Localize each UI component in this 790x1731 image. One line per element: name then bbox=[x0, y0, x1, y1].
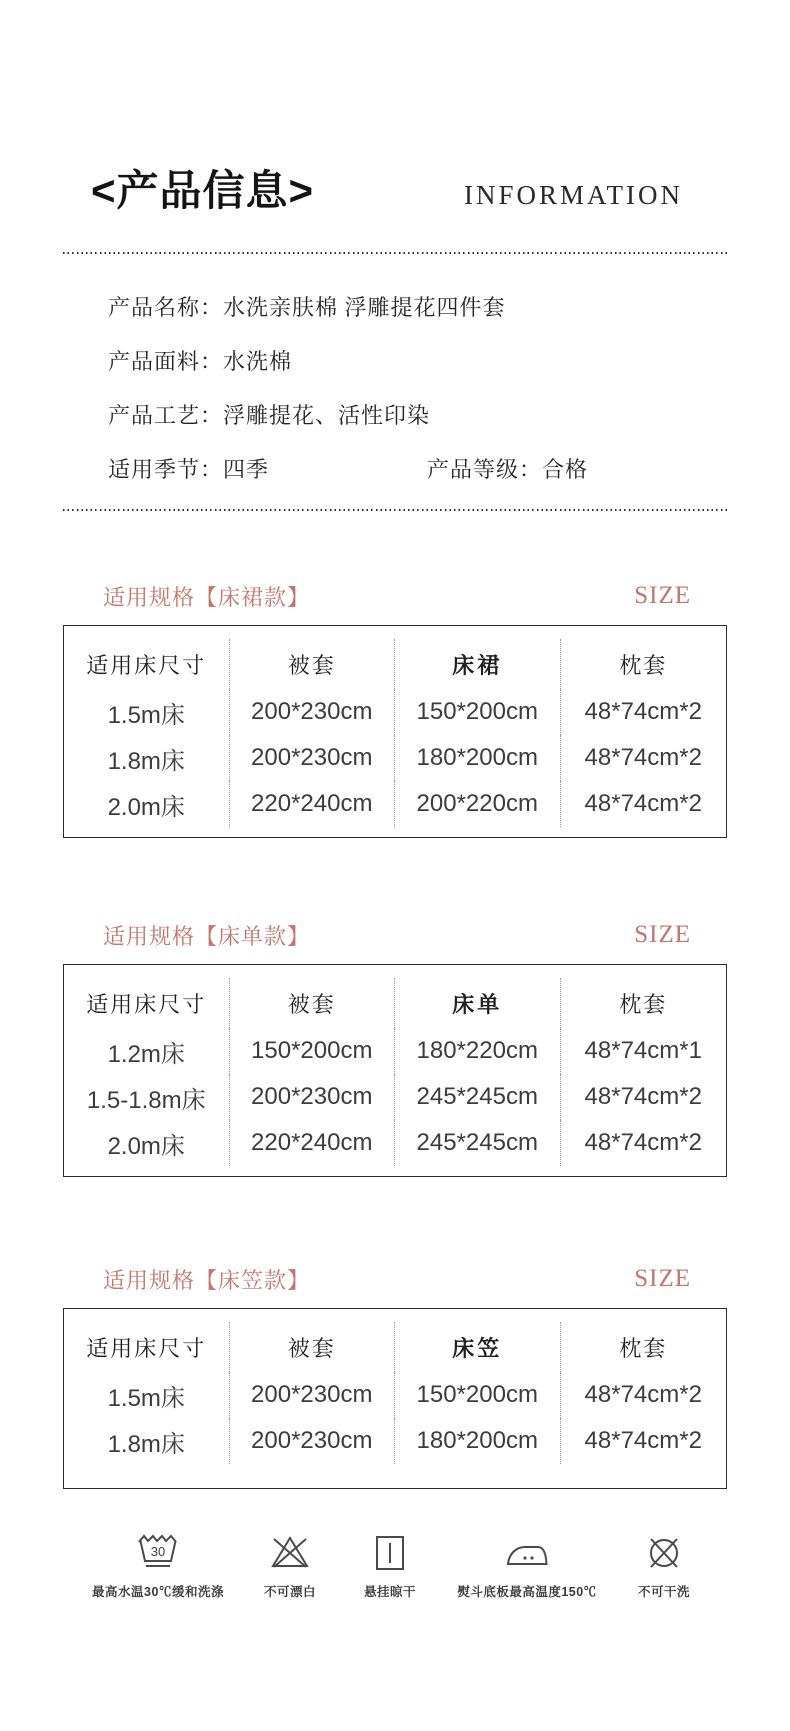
spec-header-cell: 床单 bbox=[395, 978, 561, 1028]
spec-header-cell: 被套 bbox=[230, 1322, 396, 1372]
spec-table bbox=[63, 1308, 727, 1489]
size-label: SIZE bbox=[634, 1265, 691, 1293]
spec-header-row bbox=[64, 978, 726, 1028]
spec-cell: 200*230cm bbox=[230, 1074, 396, 1120]
spec-header-row bbox=[64, 639, 726, 689]
header bbox=[63, 168, 727, 214]
spec-header-cell: 适用床尺寸 bbox=[64, 639, 230, 689]
spec-header-cell: 被套 bbox=[230, 978, 396, 1028]
spec-header-cell: 枕套 bbox=[619, 652, 668, 678]
spec-cell: 48*74cm*2 bbox=[584, 1083, 702, 1111]
dotted-divider-bottom bbox=[63, 509, 727, 511]
spec-section-header bbox=[63, 919, 727, 951]
size-label: SIZE bbox=[634, 582, 691, 610]
spec-header-cell: 被套 bbox=[230, 639, 396, 689]
spec-cell: 48*74cm*2 bbox=[584, 790, 702, 818]
spec-section-header bbox=[63, 580, 727, 612]
spec-cell: 150*200cm bbox=[395, 689, 561, 735]
spec-header-cell: 枕套 bbox=[619, 991, 668, 1017]
spec-header-cell: 适用床尺寸 bbox=[64, 1322, 230, 1372]
spec-cell: 48*74cm*1 bbox=[584, 1037, 702, 1065]
spec-row bbox=[64, 1372, 726, 1418]
hang-dry-icon bbox=[368, 1533, 412, 1573]
spec-header-cell: 枕套 bbox=[619, 1335, 668, 1361]
spec-row bbox=[64, 735, 726, 781]
spec-cell: 48*74cm*2 bbox=[584, 698, 702, 726]
product-fabric-row bbox=[108, 333, 727, 387]
spec-cell: 1.5m床 bbox=[64, 1372, 230, 1418]
product-season-text: 适用季节：四季 bbox=[108, 456, 270, 482]
spec-section-header bbox=[63, 1263, 727, 1295]
spec-cell: 1.5-1.8m床 bbox=[64, 1074, 230, 1120]
spec-cell: 180*200cm bbox=[395, 1418, 561, 1464]
spec-row bbox=[64, 1120, 726, 1166]
product-season-grade-row bbox=[108, 441, 727, 495]
spec-cell: 2.0m床 bbox=[64, 781, 230, 827]
spec-row bbox=[64, 781, 726, 827]
spec-cell: 2.0m床 bbox=[64, 1120, 230, 1166]
no-bleach-icon bbox=[268, 1533, 312, 1573]
care-item-wash bbox=[83, 1533, 233, 1600]
spec-cell: 1.2m床 bbox=[64, 1028, 230, 1074]
spec-cell: 200*230cm bbox=[230, 1372, 396, 1418]
product-fabric-text: 产品面料：水洗棉 bbox=[108, 348, 293, 374]
page-subtitle: INFORMATION bbox=[463, 180, 683, 211]
no-dry-clean-icon bbox=[642, 1533, 686, 1573]
spec-cell: 200*230cm bbox=[230, 735, 396, 781]
spec-cell: 48*74cm*2 bbox=[584, 744, 702, 772]
spec-cell: 1.8m床 bbox=[64, 735, 230, 781]
spec-row bbox=[64, 1074, 726, 1120]
spec-cell: 220*240cm bbox=[230, 781, 396, 827]
spec-row bbox=[64, 689, 726, 735]
care-item-no-bleach bbox=[247, 1533, 333, 1600]
spec-cell: 220*240cm bbox=[230, 1120, 396, 1166]
care-label: 悬挂晾干 bbox=[363, 1585, 416, 1600]
spec-section-fittedsheet bbox=[63, 1263, 727, 1489]
spec-cell: 180*200cm bbox=[395, 735, 561, 781]
spec-row bbox=[64, 1418, 726, 1464]
spec-row bbox=[64, 1028, 726, 1074]
size-label: SIZE bbox=[634, 921, 691, 949]
spec-cell: 48*74cm*2 bbox=[584, 1129, 702, 1157]
spec-cell: 48*74cm*2 bbox=[584, 1427, 702, 1455]
care-label: 不可干洗 bbox=[637, 1585, 690, 1600]
spec-cell: 200*230cm bbox=[230, 1418, 396, 1464]
iron-max-150-icon bbox=[505, 1533, 549, 1573]
product-name-row bbox=[108, 279, 727, 333]
care-label: 熨斗底板最高温度150℃ bbox=[457, 1585, 597, 1600]
product-craft-row bbox=[108, 387, 727, 441]
spec-header-cell: 床笠 bbox=[395, 1322, 561, 1372]
spec-section-title: 适用规格【床裙款】 bbox=[103, 584, 311, 610]
spec-section-bedskirt bbox=[63, 580, 727, 838]
product-info-sheet bbox=[63, 0, 727, 1600]
spec-cell: 150*200cm bbox=[230, 1028, 396, 1074]
spec-cell: 200*230cm bbox=[230, 689, 396, 735]
care-item-hang-dry bbox=[347, 1533, 433, 1600]
spec-cell: 1.5m床 bbox=[64, 689, 230, 735]
wash-basin-30-icon bbox=[136, 1533, 180, 1573]
spec-table bbox=[63, 964, 727, 1177]
spec-header-row bbox=[64, 1322, 726, 1372]
spec-cell: 180*220cm bbox=[395, 1028, 561, 1074]
spec-section-flatsheet bbox=[63, 919, 727, 1177]
spec-cell: 48*74cm*2 bbox=[584, 1381, 702, 1409]
spec-table bbox=[63, 625, 727, 838]
spec-section-title: 适用规格【床笠款】 bbox=[103, 1267, 311, 1293]
wash-temp-text: 30 bbox=[150, 1544, 166, 1560]
spec-cell: 1.8m床 bbox=[64, 1418, 230, 1464]
care-instructions bbox=[63, 1533, 727, 1600]
spec-cell: 245*245cm bbox=[395, 1074, 561, 1120]
page-title: <产品信息> bbox=[91, 167, 315, 214]
care-item-no-dry-clean bbox=[621, 1533, 707, 1600]
spec-section-title: 适用规格【床单款】 bbox=[103, 923, 311, 949]
care-label: 不可漂白 bbox=[263, 1585, 316, 1600]
product-name-text: 产品名称：水洗亲肤棉 浮雕提花四件套 bbox=[108, 294, 506, 320]
product-craft-text: 产品工艺：浮雕提花、活性印染 bbox=[108, 402, 431, 428]
spec-header-cell: 适用床尺寸 bbox=[64, 978, 230, 1028]
care-label: 最高水温30℃缓和洗涤 bbox=[92, 1585, 224, 1600]
spec-cell: 150*200cm bbox=[395, 1372, 561, 1418]
spec-header-cell: 床裙 bbox=[395, 639, 561, 689]
spec-cell: 200*220cm bbox=[395, 781, 561, 827]
product-info-list bbox=[63, 254, 727, 509]
spec-cell: 245*245cm bbox=[395, 1120, 561, 1166]
care-item-iron bbox=[447, 1533, 607, 1600]
product-grade-text: 产品等级：合格 bbox=[427, 456, 589, 482]
